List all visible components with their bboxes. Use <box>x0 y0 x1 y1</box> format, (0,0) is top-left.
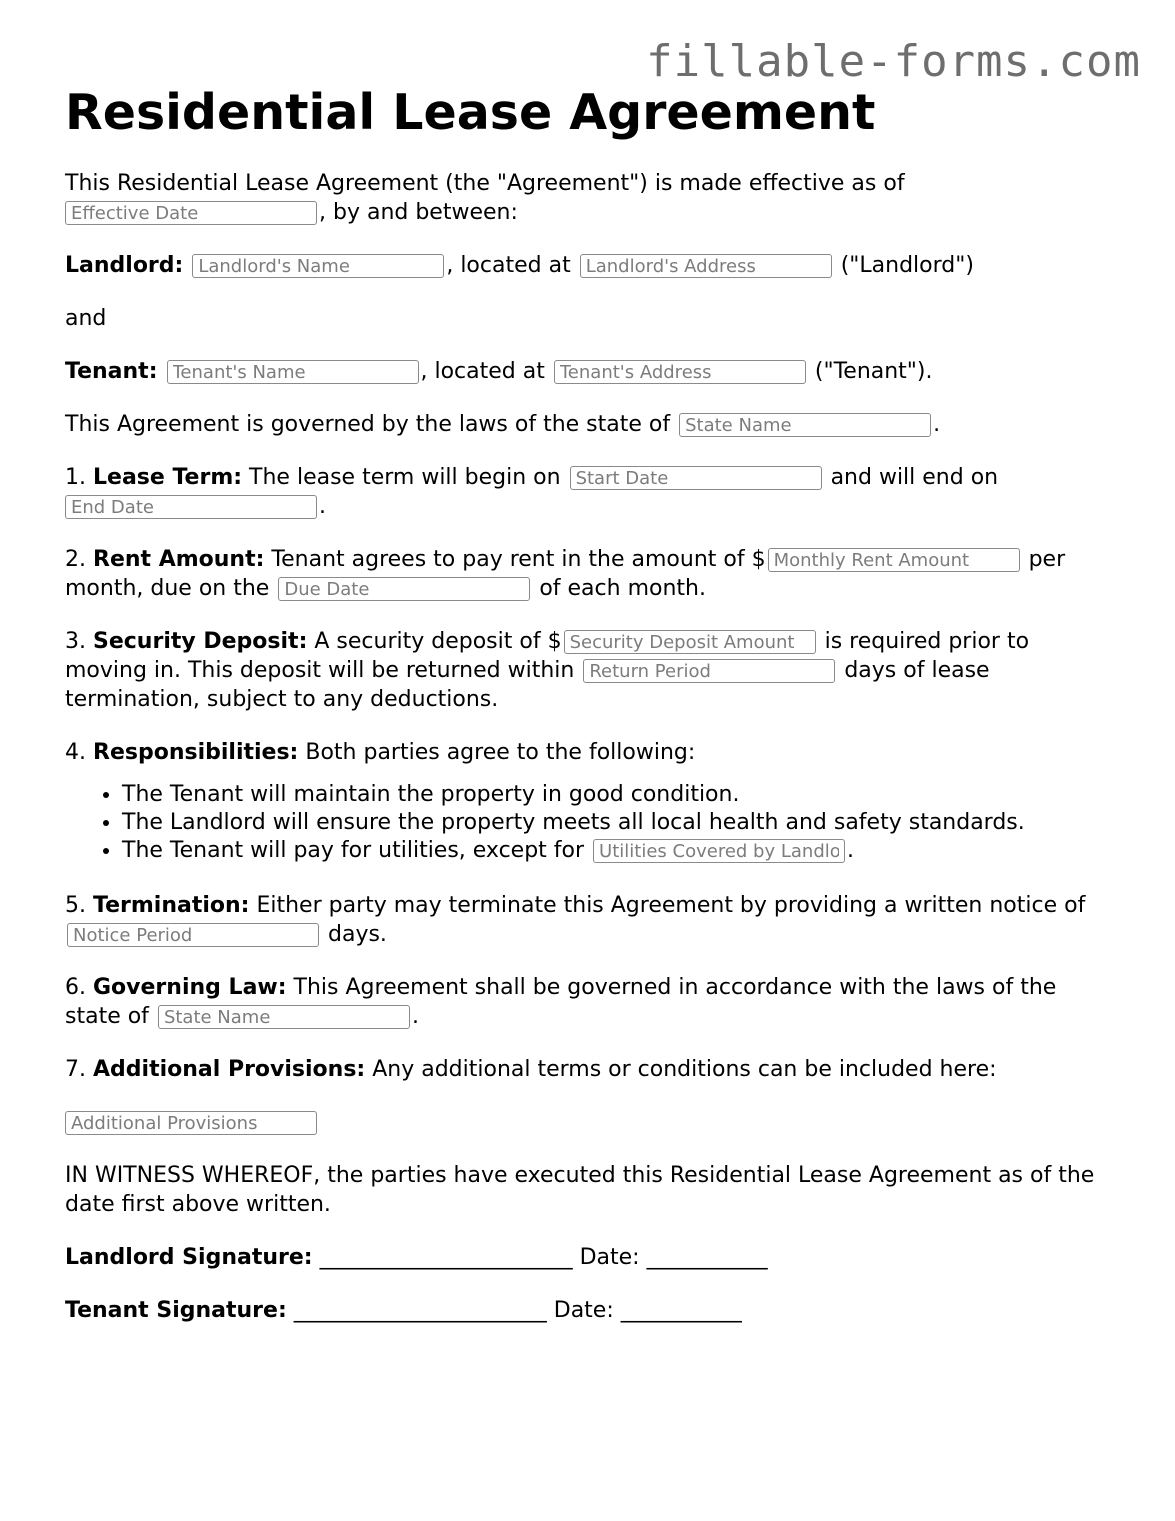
rent-text-2: per month, due on the <box>65 547 1066 601</box>
governing-law-text: This Agreement shall be governed in accordance with the laws of the state of <box>65 975 1057 1029</box>
landlord-located-text: , located at <box>446 253 571 278</box>
section-number: 7. <box>65 1057 86 1082</box>
landlord-name-input[interactable] <box>192 254 444 278</box>
governing-intro-line <box>65 410 1115 439</box>
section-lease-term <box>65 463 1115 521</box>
lease-term-text: The lease term will begin on <box>249 465 561 490</box>
security-deposit-input[interactable] <box>564 630 816 654</box>
intro-after: , by and between: <box>319 200 518 225</box>
tenant-suffix: ("Tenant"). <box>814 359 933 384</box>
lease-term-end: . <box>319 494 326 519</box>
landlord-suffix: ("Landlord") <box>840 253 974 278</box>
section-number: 3. <box>65 629 86 654</box>
return-period-input[interactable] <box>583 659 835 683</box>
section-heading: Governing Law: <box>93 975 287 1000</box>
section-responsibilities <box>65 738 1115 767</box>
utilities-end: . <box>847 838 855 863</box>
state-name-input[interactable] <box>679 413 931 437</box>
landlord-address-input[interactable] <box>580 254 832 278</box>
section-heading: Additional Provisions: <box>93 1057 366 1082</box>
tenant-signature-line <box>65 1296 1115 1325</box>
end-date-input[interactable] <box>65 495 317 519</box>
tenant-label: Tenant: <box>65 359 158 384</box>
landlord-signature-line <box>65 1243 1115 1272</box>
section-deposit <box>65 627 1115 714</box>
section-rent <box>65 545 1115 603</box>
list-item: • The Tenant will maintain the property in good condition. <box>122 781 1115 809</box>
list-item: • The Landlord will ensure the property meets all local health and safety standards. <box>122 809 1115 837</box>
section-heading: Responsibilities: <box>93 740 299 765</box>
governing-law-end: . <box>411 1004 419 1029</box>
section-heading: Security Deposit: <box>93 629 308 654</box>
deposit-text-3: days of lease termination, subject to any deductions. <box>65 658 990 712</box>
additional-text: Any additional terms or conditions can be included here: <box>372 1057 997 1082</box>
tenant-line <box>65 357 1115 386</box>
section-number: 6. <box>65 975 86 1000</box>
landlord-label: Landlord: <box>65 253 184 278</box>
tenant-date-label: Date: <box>553 1298 614 1323</box>
governing-intro-end: . <box>933 412 941 437</box>
lease-term-text-2: and will end on <box>830 465 999 490</box>
section-number: 1. <box>65 465 86 490</box>
watermark: fillable-forms.com <box>646 36 1141 87</box>
agreement-body <box>65 169 1115 1349</box>
section-additional <box>65 1055 1115 1084</box>
deposit-text: A security deposit of $ <box>314 629 562 654</box>
section-governing-law <box>65 973 1115 1031</box>
termination-text-2: days. <box>328 922 387 947</box>
governing-intro-text: This Agreement is governed by the laws of the state of <box>65 412 671 437</box>
tenant-date-blank[interactable]: ___________ <box>620 1298 742 1323</box>
tenant-located-text: , located at <box>420 359 545 384</box>
tenant-signature-blank[interactable]: _______________________ <box>293 1298 547 1323</box>
additional-provisions-row <box>65 1108 1115 1137</box>
notice-period-input[interactable] <box>67 923 319 947</box>
tenant-name-input[interactable] <box>167 360 419 384</box>
landlord-signature-blank[interactable]: _______________________ <box>319 1245 573 1270</box>
governing-state-input[interactable] <box>158 1005 410 1029</box>
effective-date-input[interactable] <box>65 201 317 225</box>
landlord-signature-label: Landlord Signature: <box>65 1245 313 1270</box>
witness-paragraph: IN WITNESS WHEREOF, the parties have executed this Residential Lease Agreement as of the date first above written. <box>65 1163 1095 1217</box>
utilities-input[interactable] <box>593 839 845 863</box>
additional-provisions-input[interactable] <box>65 1111 317 1135</box>
section-termination <box>65 891 1115 949</box>
list-item <box>122 837 1115 865</box>
landlord-date-blank[interactable]: ___________ <box>646 1245 768 1270</box>
utilities-text: The Tenant will pay for utilities, except for <box>122 838 585 863</box>
monthly-rent-input[interactable] <box>768 548 1020 572</box>
landlord-line <box>65 251 1115 280</box>
responsibilities-list <box>65 781 1115 865</box>
section-heading: Lease Term: <box>93 465 243 490</box>
termination-text: Either party may terminate this Agreement by providing a written notice of <box>256 893 1086 918</box>
due-date-input[interactable] <box>278 577 530 601</box>
section-heading: Rent Amount: <box>93 547 265 572</box>
tenant-address-input[interactable] <box>554 360 806 384</box>
landlord-date-label: Date: <box>579 1245 640 1270</box>
section-heading: Termination: <box>93 893 250 918</box>
intro-text: This Residential Lease Agreement (the "Agreement") is made effective as of <box>65 171 905 196</box>
and-text: and <box>65 306 107 331</box>
section-number: 4. <box>65 740 86 765</box>
deposit-text-2: is required prior to moving in. This deposit will be returned within <box>65 629 1030 683</box>
section-number: 5. <box>65 893 86 918</box>
intro-paragraph <box>65 169 1115 227</box>
tenant-signature-label: Tenant Signature: <box>65 1298 287 1323</box>
rent-text-3: of each month. <box>539 576 706 601</box>
document-title: Residential Lease Agreement <box>65 84 876 141</box>
section-number: 2. <box>65 547 86 572</box>
rent-text: Tenant agrees to pay rent in the amount of $ <box>271 547 766 572</box>
responsibilities-text: Both parties agree to the following: <box>305 740 696 765</box>
start-date-input[interactable] <box>570 466 822 490</box>
